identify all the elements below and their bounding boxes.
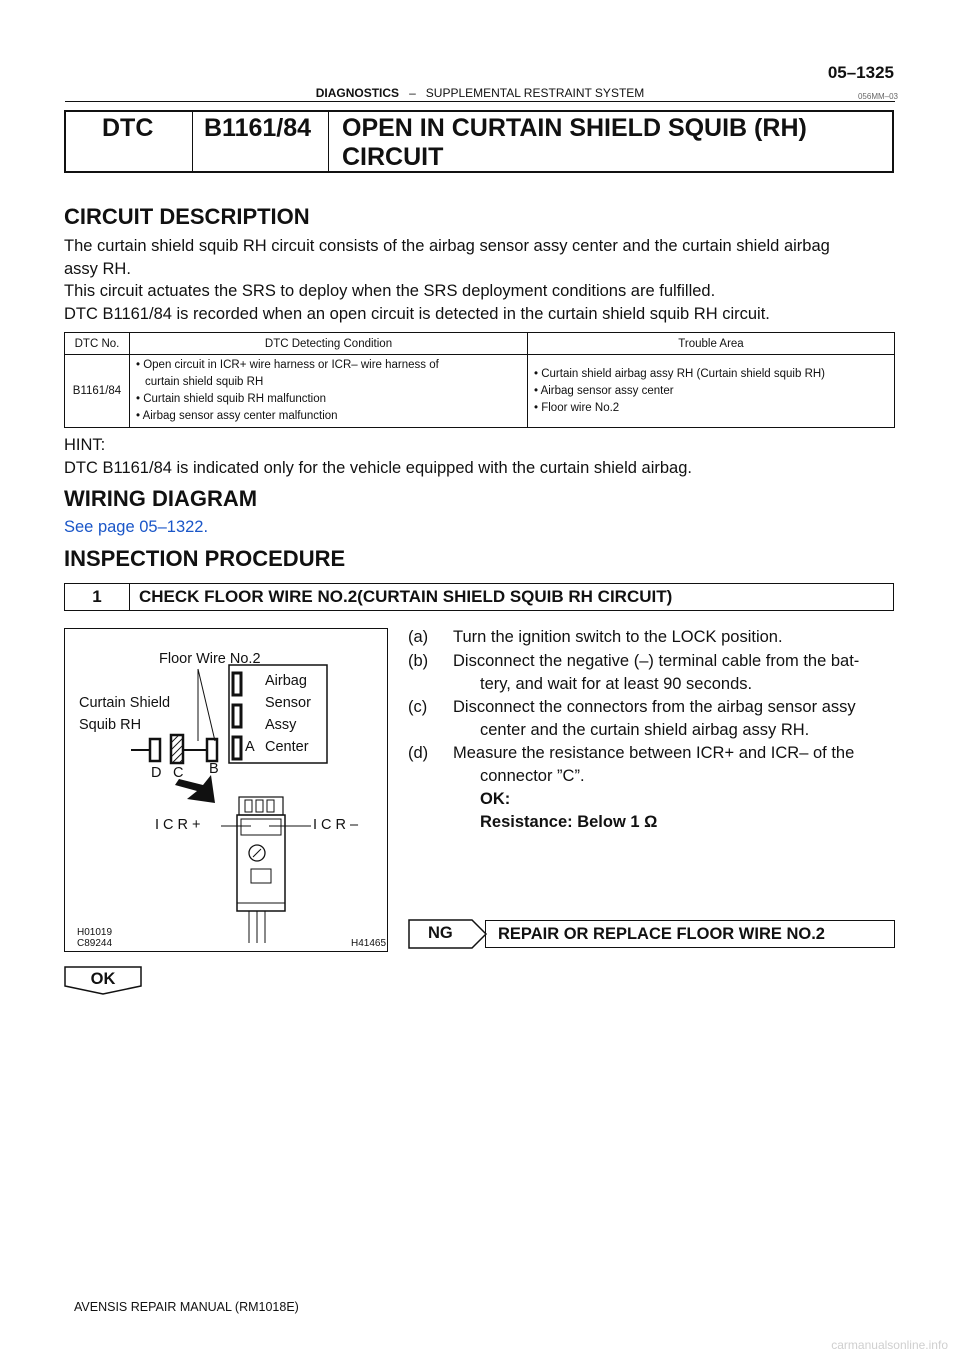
desc-line: This circuit actuates the SRS to deploy when the SRS deployment conditions are fulfilled. [64,282,716,300]
connector-b-label: B [209,761,219,777]
hint-block [64,434,692,479]
step-a-label: (a) [408,628,429,646]
ok-result-label: OK [90,970,116,988]
table-cell-areas [528,355,895,428]
step-b-text-2: tery, and wait for at least 90 seconds. [480,675,753,693]
circuit-description-text [64,235,830,325]
dtc-title-box [64,110,894,173]
step-title: CHECK FLOOR WIRE NO.2(CURTAIN SHIELD SQUIB RH CIRCUIT) [139,587,673,606]
step-d-text-2: connector ”C”. [480,767,585,785]
dtc-table [64,332,895,428]
ok-label: OK: [480,790,511,808]
sensor-connector [233,673,241,695]
desc-line: The curtain shield squib RH circuit consists of the airbag sensor assy center and the curtain shield airbag [64,237,830,255]
watermark: carmanualsonline.info [831,1338,948,1352]
airbag-label-1: Airbag [265,673,307,689]
step-d-label: (d) [408,744,429,762]
sensor-connector-a [233,737,241,759]
table-header: DTC No. [65,333,130,355]
area-line: • Airbag sensor assy center [534,384,674,397]
connector-c-enlarged [237,797,285,943]
page-number: 05–1325 [827,63,894,82]
leader-line [198,669,215,741]
step-c-text-1: Disconnect the connectors from the airbag sensor assy [453,698,856,716]
header-subsection: SUPPLEMENTAL RESTRAINT SYSTEM [425,86,645,100]
sensor-connector [233,705,241,727]
inspection-procedure-heading: INSPECTION PROCEDURE [64,546,346,571]
table-header: DTC Detecting Condition [130,333,528,355]
step-a-text: Turn the ignition switch to the LOCK position. [453,628,783,646]
airbag-label-2: Sensor [265,695,311,711]
figure-code-1: H01019 [77,927,113,938]
curtain-shield-label-1: Curtain Shield [79,695,171,711]
icr-plus-label: I C R + [155,817,201,833]
condition-line: curtain shield squib RH [145,376,264,388]
connector-b [207,739,217,761]
table-header-row [65,333,895,355]
hint-label: HINT: [64,436,106,454]
connector-c-label: C [173,765,184,781]
desc-line: assy RH. [64,259,131,278]
figure-code-3: H41465 [351,938,387,949]
step-box [64,583,894,611]
connector-diagram [65,629,387,951]
condition-line: • Curtain shield squib RH malfunction [136,393,327,405]
connector-d [150,739,160,761]
area-line: • Floor wire No.2 [534,401,620,414]
circuit-description-heading: CIRCUIT DESCRIPTION [64,204,310,229]
header-code: 056MM–03 [857,92,898,101]
icr-minus-label: I C R – [313,817,359,833]
connector-figure [64,628,388,952]
ng-action-box: REPAIR OR REPLACE FLOOR WIRE NO.2 [485,920,895,948]
condition-line: • Airbag sensor assy center malfunction [136,410,338,422]
area-line: • Curtain shield airbag assy RH (Curtain shield squib RH) [534,367,826,380]
running-header [0,86,960,100]
floor-wire-label: Floor Wire No.2 [159,651,261,667]
manual-footer: AVENSIS REPAIR MANUAL (RM1018E) [74,1300,299,1314]
connector-c [171,735,183,763]
step-d-text-1: Measure the resistance between ICR+ and ICR– of the [453,744,855,762]
header-rule [65,101,895,102]
dtc-code: B1161/84 [204,114,312,142]
step-c-label: (c) [408,698,428,716]
step-number: 1 [65,584,130,610]
connector-d-label: D [151,765,162,781]
wiring-diagram-link[interactable]: See page 05–1322. [64,518,209,536]
connector-a-label: A [245,739,255,755]
resistance-spec: Resistance: Below 1 Ω [480,813,658,831]
step-b-text-1: Disconnect the negative (–) terminal cable from the bat- [453,652,860,670]
ng-label: NG [428,924,453,942]
wiring-diagram-heading: WIRING DIAGRAM [64,486,258,511]
table-cell-conditions [130,355,528,428]
table-header: Trouble Area [528,333,895,355]
dtc-title-line2: CIRCUIT [342,143,444,171]
dtc-label: DTC [102,114,154,142]
step-c-text-2: center and the curtain shield airbag assy RH. [480,721,810,739]
table-cell-dtc: B1161/84 [65,355,130,428]
dtc-title-line1: OPEN IN CURTAIN SHIELD SQUIB (RH) [342,114,807,142]
header-separator: – [409,86,416,100]
figure-code-2: C89244 [77,938,113,949]
desc-line: DTC B1161/84 is recorded when an open circuit is detected in the curtain shield squib RH circuit. [64,304,770,323]
header-section: DIAGNOSTICS [315,86,400,100]
airbag-label-3: Assy [265,717,297,733]
table-row [65,355,895,428]
condition-line: • Open circuit in ICR+ wire harness or ICR– wire harness of [136,359,439,371]
curtain-shield-label-2: Squib RH [79,717,142,733]
airbag-label-4: Center [265,739,309,755]
hint-text: DTC B1161/84 is indicated only for the vehicle equipped with the curtain shield airbag. [64,458,692,477]
step-b-label: (b) [408,652,429,670]
